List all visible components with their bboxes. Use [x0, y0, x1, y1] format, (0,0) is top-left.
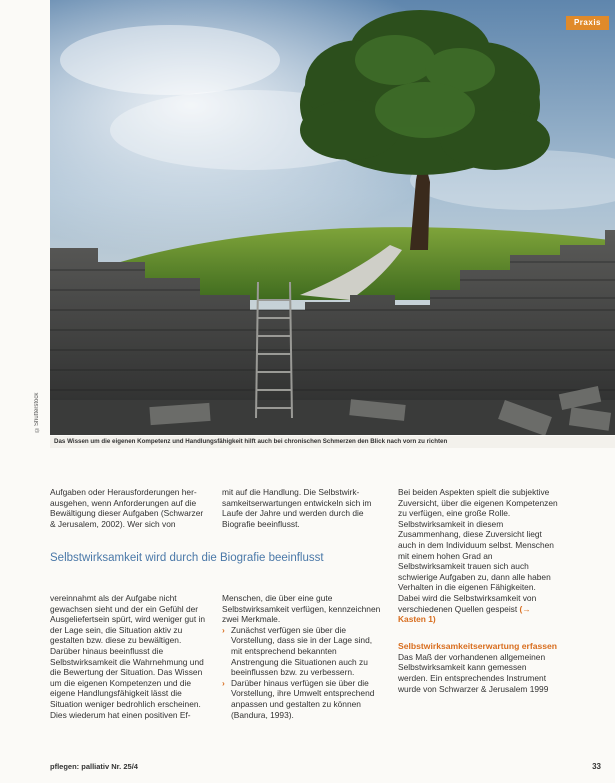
page-number: 33: [592, 762, 601, 771]
column-1-bottom-text: vereinnahmt als der Aufgabe nicht gewachsen sieht und der ein Gefühl der Ausgeliefertsein spürt, wird weniger gut in der Lage sein, die Situation aktiv zu gestalten bzw. diese zu bewältigen. Darüber hinaus beeinflusst die Selbstwirksamkeit die Wahrnehmung und die Bewertung der Situation. Das Wissen um die eigenen Kompetenzen und die eigene Handlungsfähigkeit lässt die Situation weniger bedrohlich erscheinen. Dies wiederum hat einen positiven Ef-: [50, 593, 206, 720]
column-3-heading: Selbstwirksamkeitserwartung erfassen: [398, 640, 558, 651]
footer-brand: pflegen: palliativ Nr. 25/4: [50, 762, 138, 771]
column-1-top: [50, 487, 210, 529]
column-2-bottom: [222, 593, 382, 720]
column-3-text: [398, 487, 558, 625]
column-1-top-text: Aufgaben oder Herausforderungen her-ausgehen, wenn Anforderungen auf die Bewältigung dieser Aufgaben (Schwarzer & Jerusalem, 2002). Wer sich von: [50, 487, 204, 529]
photo-caption: Das Wissen um die eigenen Kompetenz und Handlungsfähigkeit hilft auch bei chronischen Schmerzen den Blick nach vorn zu richten: [54, 438, 448, 445]
section-tag: Praxis: [566, 16, 609, 30]
column-2-top-text: mit auf die Handlung. Die Selbstwirk-samkeitserwartungen entwickeln sich im Laufe der Jahre und werden durch die Biografie beeinflusst.: [222, 487, 372, 529]
hero-photo: [50, 0, 615, 435]
list-item: › Zunächst verfügen sie über die Vorstellung, dass sie in der Lage sind, mit entsprechend bekannten Anstrengung die Situationen auch zu beeinflussen bzw. zu verbessern.: [222, 625, 382, 678]
column-3-bottom-text: Das Maß der vorhandenen allgemeinen Selbstwirksamkeit kann gemessen werden. Ein entsprechendes Instrument wurde von Schwarzer & Jerusalem 1999: [398, 651, 549, 694]
column-3: [398, 487, 558, 694]
tree-wall-illustration: [50, 0, 615, 435]
list-item: › Darüber hinaus verfügen sie über die Vorstellung, ihre Umwelt entsprechend anpassen und gestalten zu können (Bandura, 1993).: [222, 678, 382, 720]
column-1-bottom: [50, 593, 210, 720]
box-reference-link[interactable]: (→ Kasten 1): [398, 603, 531, 625]
section-subheading: Selbstwirksamkeit wird durch die Biografie beeinflusst: [50, 552, 324, 564]
column-2-intro: Menschen, die über eine gute Selbstwirksamkeit verfügen, kennzeichnen zwei Merkmale.: [222, 593, 381, 625]
photo-credit: ©Shutterstock: [34, 392, 40, 432]
column-2-top: [222, 487, 382, 529]
column-3-body: Bei beiden Aspekten spielt die subjektive Zuversicht, über die eigenen Kompetenzen zu verfügen, eine große Rolle. Selbstwirksamkeit in diesem Zusammenhang, diese Zuversicht liegt auch in dem Individuum selbst. Menschen mit einem hohen Grad an Selbstwirksamkeit trauen sich auch schwierige Aufgaben zu, dann alle haben Verhalten in die eigenen Fähigkeiten. Dabei wird die Selbstwirksamkeit von verschiedenen Quellen gespeist: [398, 487, 558, 614]
